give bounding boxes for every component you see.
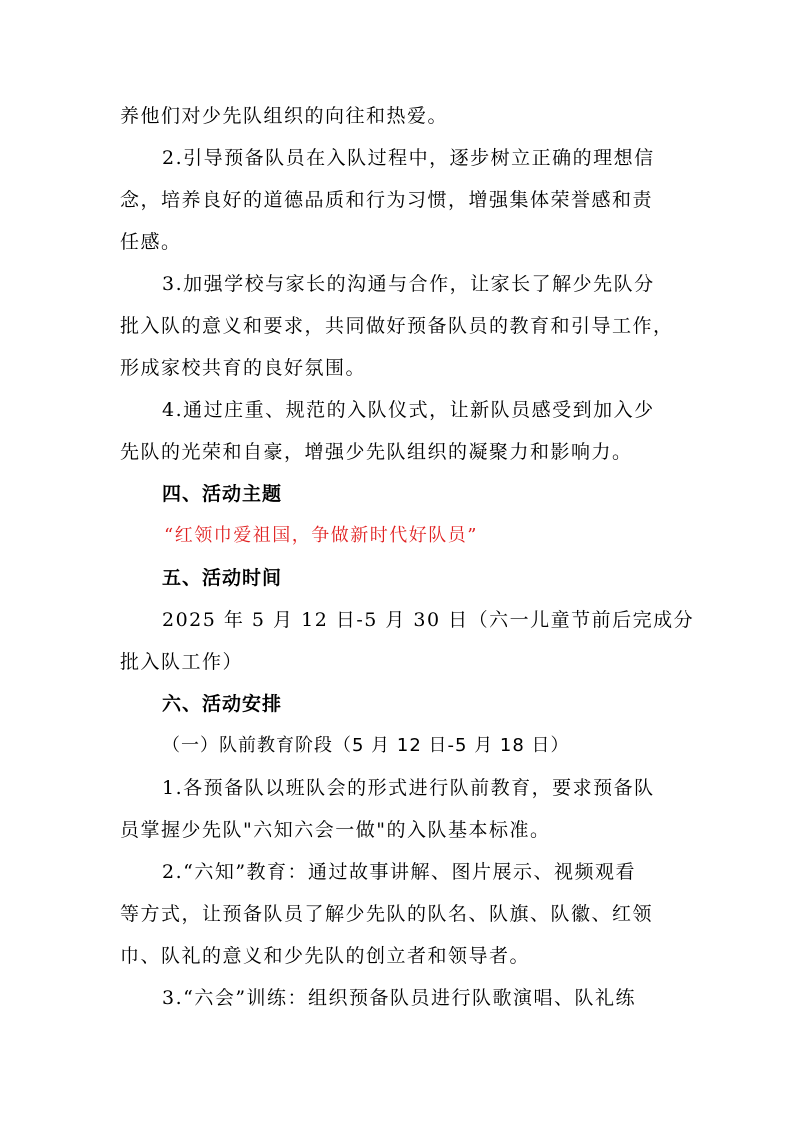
paragraph-line: 等方式，让预备队员了解少先队的队名、队旗、队徽、红领 <box>120 903 654 925</box>
paragraph-line: 批入队工作） <box>120 651 244 673</box>
paragraph-line: 2.“六知”教育：通过故事讲解、图片展示、视频观看 <box>162 861 637 883</box>
paragraph-line: 4.通过庄重、规范的入队仪式，让新队员感受到加入少 <box>162 399 655 421</box>
paragraph-line: 形成家校共育的良好氛围。 <box>120 357 367 379</box>
paragraph-line: 3.加强学校与家长的沟通与合作，让家长了解少先队分 <box>162 273 655 295</box>
paragraph-line: 念，培养良好的道德品质和行为习惯，增强集体荣誉感和责 <box>120 189 654 211</box>
paragraph-line: 养他们对少先队组织的向往和热爱。 <box>120 105 449 127</box>
paragraph-line: 先队的光荣和自豪，增强少先队组织的凝聚力和影响力。 <box>120 441 633 463</box>
activity-theme-text: “红领巾爱祖国，争做新时代好队员” <box>164 525 478 546</box>
paragraph-line: 巾、队礼的意义和少先队的创立者和领导者。 <box>120 945 531 967</box>
section-heading-arrangement: 六、活动安排 <box>162 693 283 715</box>
paragraph-line: 任感。 <box>120 231 182 253</box>
paragraph-line: 2.引导预备队员在入队过程中，逐步树立正确的理想信 <box>162 147 655 169</box>
paragraph-line: 员掌握少先队"六知六会一做"的入队基本标准。 <box>120 819 551 841</box>
paragraph-line: 3.“六会”训练：组织预备队员进行队歌演唱、队礼练 <box>162 987 637 1009</box>
section-heading-theme: 四、活动主题 <box>162 483 283 505</box>
paragraph-line: 批入队的意义和要求，共同做好预备队员的教育和引导工作， <box>120 315 674 337</box>
paragraph-line: 2025 年 5 月 12 日-5 月 30 日（六一儿童节前后完成分 <box>162 609 695 631</box>
paragraph-line: 1.各预备队以班队会的形式进行队前教育，要求预备队 <box>162 777 655 799</box>
section-heading-time: 五、活动时间 <box>162 567 283 589</box>
subsection-heading: （一）队前教育阶段（5 月 12 日-5 月 18 日） <box>162 735 570 756</box>
